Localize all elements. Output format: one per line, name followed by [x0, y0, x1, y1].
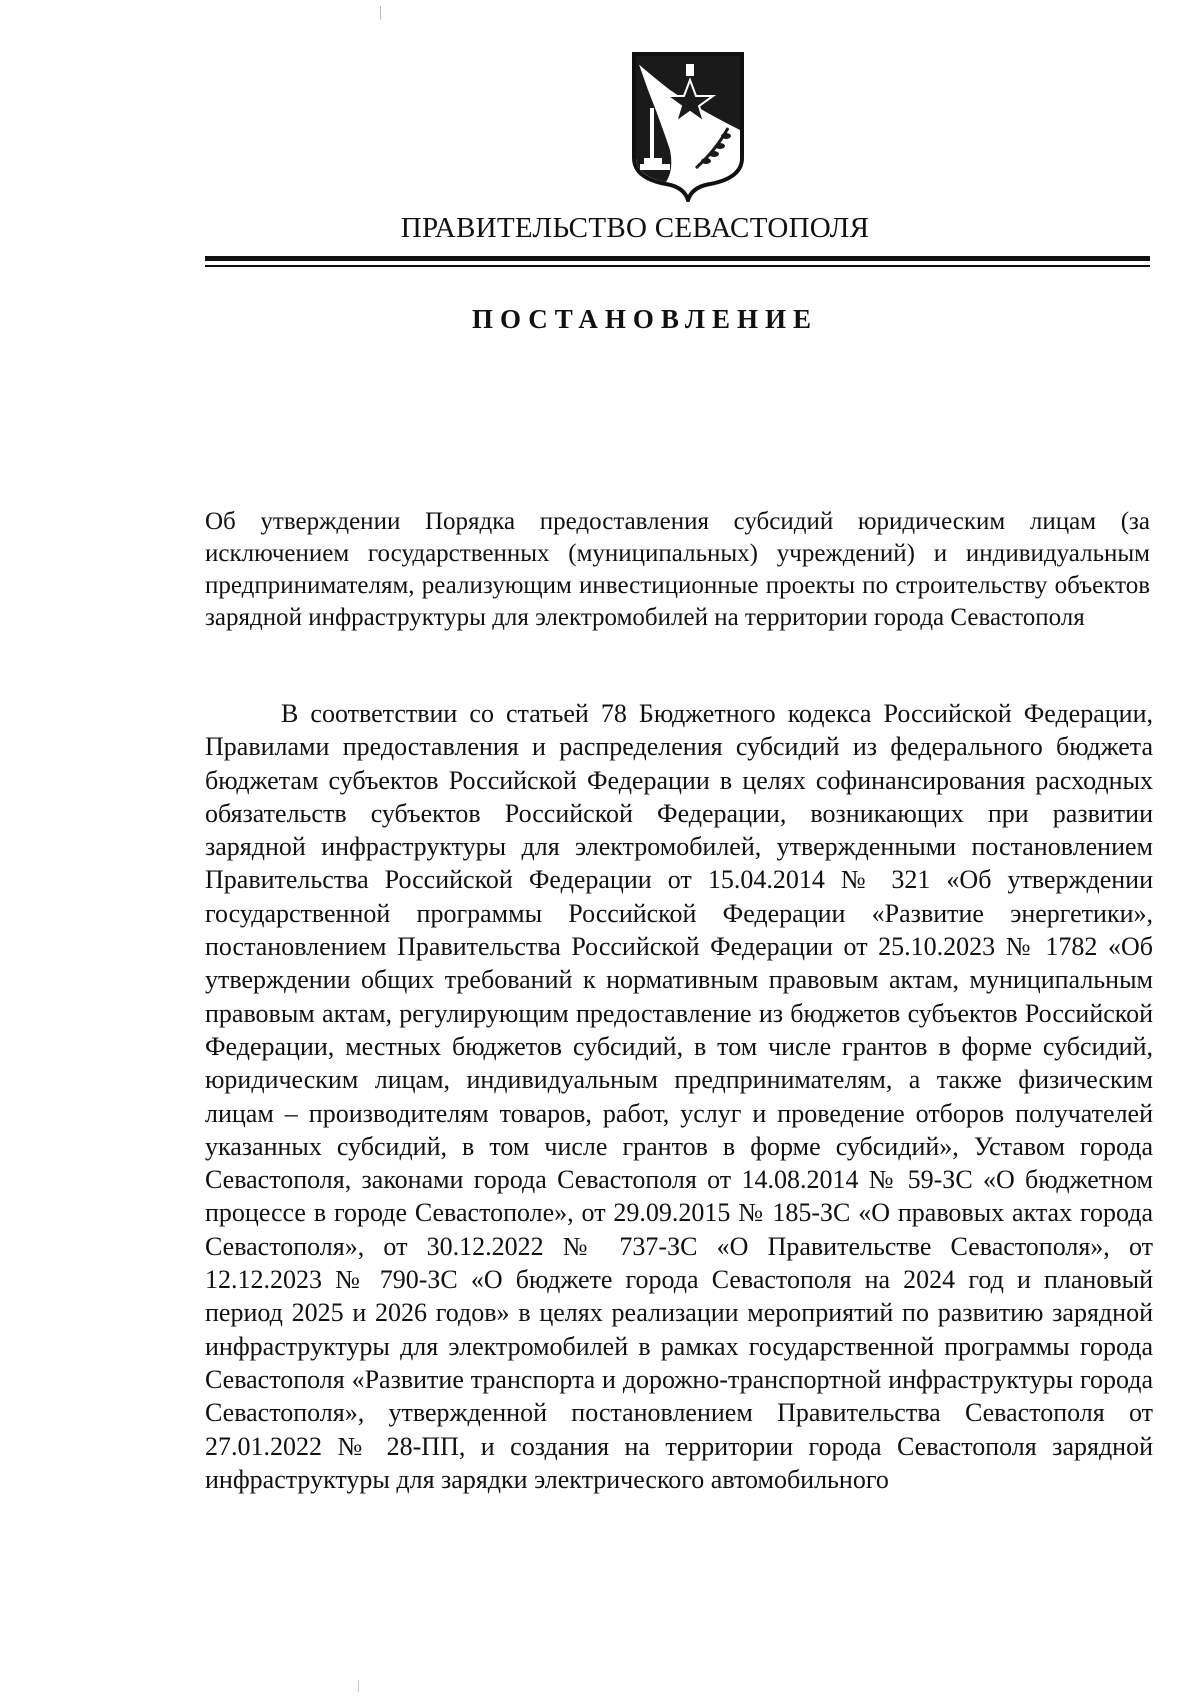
sevastopol-coat-of-arms-icon: [630, 50, 746, 202]
header-divider-thin: [205, 265, 1150, 267]
document-type-heading: ПОСТАНОВЛЕНИЕ: [471, 304, 819, 334]
preamble-paragraph: В соответствии со статьей 78 Бюджетного кодекса Российской Федерации, Правилами предоставления и распределения субсидий из федерального бюджета бюджетам субъектов Российской Федерации в целях софинансирования расходных обязательств субъектов Российской Федерации, возникающих при развитии зарядной инфраструктуры для электромобилей, утвержденными постановлением Правительства Российской Федерации от 15.04.2014 № 321 «Об утверждении государственной программы Российской Федерации «Развитие энергетики», постановлением Правительства Российской Федерации от 25.10.2023 № 1782 «Об утверждении общих требований к нормативным правовым актам, муниципальным правовым актам, регулирующим предоставление из бюджетов субъектов Российской Федерации, местных бюджетов субсидий, в том числе грантов в форме субсидий, юридическим лицам, индивидуальным предпринимателям, а также физическим лицам – производителям товаров, работ, услуг и проведение отборов получателей указанных субсидий, в том числе грантов в форме субсидий», Уставом города Севастополя, законами города Севастополя от 14.08.2014 № 59-ЗС «О бюджетном процессе в городе Севастополе», от 29.09.2015 № 185-ЗС «О правовых актах города Севастополя», от 30.12.2022 № 737-ЗС «О Правительстве Севастополя», от 12.12.2023 № 790-ЗС «О бюджете города Севастополя на 2024 год и плановый период 2025 и 2026 годов» в целях реализации мероприятий по развитию зарядной инфраструктуры для электромобилей в рамках государственной программы города Севастополя «Развитие транспорта и дорожно-транспортной инфраструктуры города Севастополя», утвержденной постановлением Правительства Севастополя от 27.01.2022 № 28-ПП, и создания на территории города Севастополя зарядной инфраструктуры для зарядки электрического автомобильного: [205, 699, 1153, 1494]
scan-artifact: [380, 6, 381, 20]
header-divider-thick: [205, 256, 1150, 261]
scan-artifact-bottom: [358, 1680, 359, 1692]
document-subject: Об утверждении Порядка предоставления субсидий юридическим лицам (за исключением государственных (муниципальных) учреждений) и индивидуальным предпринимателям, реализующим инвестиционные проекты по строительству объектов зарядной инфраструктуры для электромобилей на территории города Севастополя: [205, 508, 1150, 631]
government-title: ПРАВИТЕЛЬСТВО СЕВАСТОПОЛЯ: [400, 212, 870, 244]
